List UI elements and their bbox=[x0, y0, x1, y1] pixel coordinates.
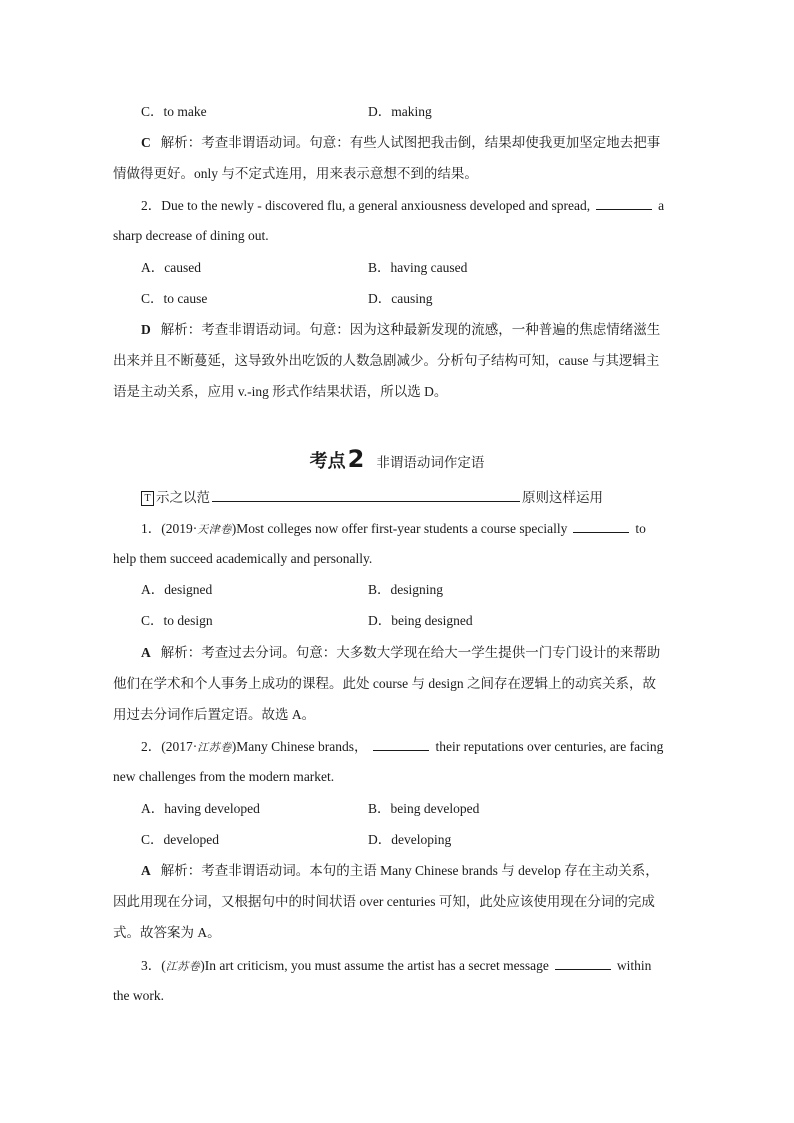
question-source: 江苏卷 bbox=[197, 742, 232, 754]
question-line: the work. bbox=[113, 988, 164, 1003]
question-number: 1．(2019· bbox=[141, 521, 198, 536]
question-line: new challenges from the modern market. bbox=[113, 769, 335, 784]
explanation-line: 式。故答案为 A。 bbox=[113, 925, 221, 940]
answer-letter: D bbox=[141, 322, 151, 337]
option-c: C．developed bbox=[141, 832, 219, 847]
explanation-text: 解析：考查非谓语动词。句意：有些人试图把我击倒，结果却使我更加坚定地去把事 bbox=[160, 135, 661, 150]
section-heading bbox=[0, 445, 794, 473]
explanation-line: 情做得更好。only 与不定式连用，用来表示意想不到的结果。 bbox=[113, 166, 478, 181]
section-number: 2 bbox=[347, 445, 365, 473]
question-line: sharp decrease of dining out. bbox=[113, 228, 269, 243]
question-text: within bbox=[616, 958, 652, 973]
option-row bbox=[141, 580, 711, 600]
answer-blank bbox=[596, 195, 652, 210]
question-text: 2．Due to the newly - discovered flu, a general anxiousness developed and spread, bbox=[141, 198, 591, 213]
option-d: D．making bbox=[368, 104, 432, 119]
question-text: to bbox=[635, 521, 646, 536]
question-line bbox=[141, 518, 711, 540]
explanation-text: 解析：考查非谓语动词。句意：因为这种最新发现的流感，一种普遍的焦虑情绪滋生 bbox=[160, 322, 661, 337]
option-row bbox=[141, 830, 711, 850]
option-b: B．designing bbox=[368, 582, 444, 597]
option-b: B．being developed bbox=[368, 801, 480, 816]
explanation-line: 出来并且不断蔓延，这导致外出吃饭的人数急剧减少。分析句子结构可知，cause 与其逻辑主 bbox=[113, 353, 660, 368]
option-row bbox=[141, 799, 711, 819]
question-text: their reputations over centuries, are facing bbox=[435, 739, 664, 754]
question-number: 3．( bbox=[141, 958, 166, 973]
answer-blank bbox=[555, 955, 611, 970]
question-number: 2．(2017· bbox=[141, 739, 198, 754]
answer-blank bbox=[573, 518, 629, 533]
question-line bbox=[141, 195, 711, 216]
option-d: D．being designed bbox=[368, 613, 473, 628]
option-a: A．caused bbox=[141, 260, 201, 275]
explanation-text: 解析：考查非谓语动词。本句的主语 Many Chinese brands 与 develop 存在主动关系， bbox=[160, 863, 659, 878]
explanation-line: 用过去分词作后置定语。故选 A。 bbox=[113, 707, 316, 722]
option-d: D．causing bbox=[368, 291, 433, 306]
explanation-line: 因此用现在分词，又根据句中的时间状语 over centuries 可知，此处应该使用现在分词的完成 bbox=[113, 894, 655, 909]
boxed-char: T bbox=[141, 491, 154, 506]
question-line: help them succeed academically and personally. bbox=[113, 551, 373, 566]
intro-right: 原则这样运用 bbox=[522, 490, 603, 505]
question-line bbox=[141, 955, 711, 977]
explanation-line: 他们在学术和个人事务上成功的课程。此处 course 与 design 之间存在逻辑上的动宾关系，故 bbox=[113, 676, 656, 691]
explanation-line bbox=[141, 320, 711, 340]
question-line bbox=[141, 736, 711, 758]
option-row bbox=[141, 258, 711, 278]
section-label: 考点 bbox=[309, 451, 346, 472]
section-title: 非谓语动词作定语 bbox=[376, 455, 485, 470]
answer-blank bbox=[373, 736, 429, 751]
explanation-line bbox=[141, 133, 711, 153]
option-row bbox=[141, 289, 711, 309]
question-text: a bbox=[658, 198, 665, 213]
option-c: C．to make bbox=[141, 104, 207, 119]
option-a: A．having developed bbox=[141, 801, 260, 816]
intro-rule bbox=[212, 487, 520, 502]
section-intro bbox=[141, 487, 711, 508]
explanation-line bbox=[141, 643, 711, 663]
question-text: )Many Chinese brands， bbox=[231, 739, 368, 754]
explanation-text: 解析：考查过去分词。句意：大多数大学现在给大一学生提供一门专门设计的来帮助 bbox=[160, 645, 661, 660]
question-source: 天津卷 bbox=[197, 524, 232, 536]
explanation-line bbox=[141, 861, 711, 881]
intro-left: 示之以范 bbox=[156, 490, 210, 505]
option-row bbox=[141, 611, 711, 631]
question-source: 江苏卷 bbox=[165, 961, 201, 973]
explanation-line: 语是主动关系，应用 v.-ing 形式作结果状语，所以选 D。 bbox=[113, 384, 448, 399]
option-row bbox=[141, 102, 711, 122]
answer-letter: C bbox=[141, 135, 151, 150]
option-b: B．having caused bbox=[368, 260, 468, 275]
option-a: A．designed bbox=[141, 582, 213, 597]
option-d: D．developing bbox=[368, 832, 452, 847]
question-text: )Most colleges now offer first-year students a course specially bbox=[231, 521, 568, 536]
question-text: )In art criticism, you must assume the artist has a secret message bbox=[200, 958, 549, 973]
option-c: C．to design bbox=[141, 613, 213, 628]
answer-letter: A bbox=[141, 645, 151, 660]
option-c: C．to cause bbox=[141, 291, 208, 306]
answer-letter: A bbox=[141, 863, 151, 878]
